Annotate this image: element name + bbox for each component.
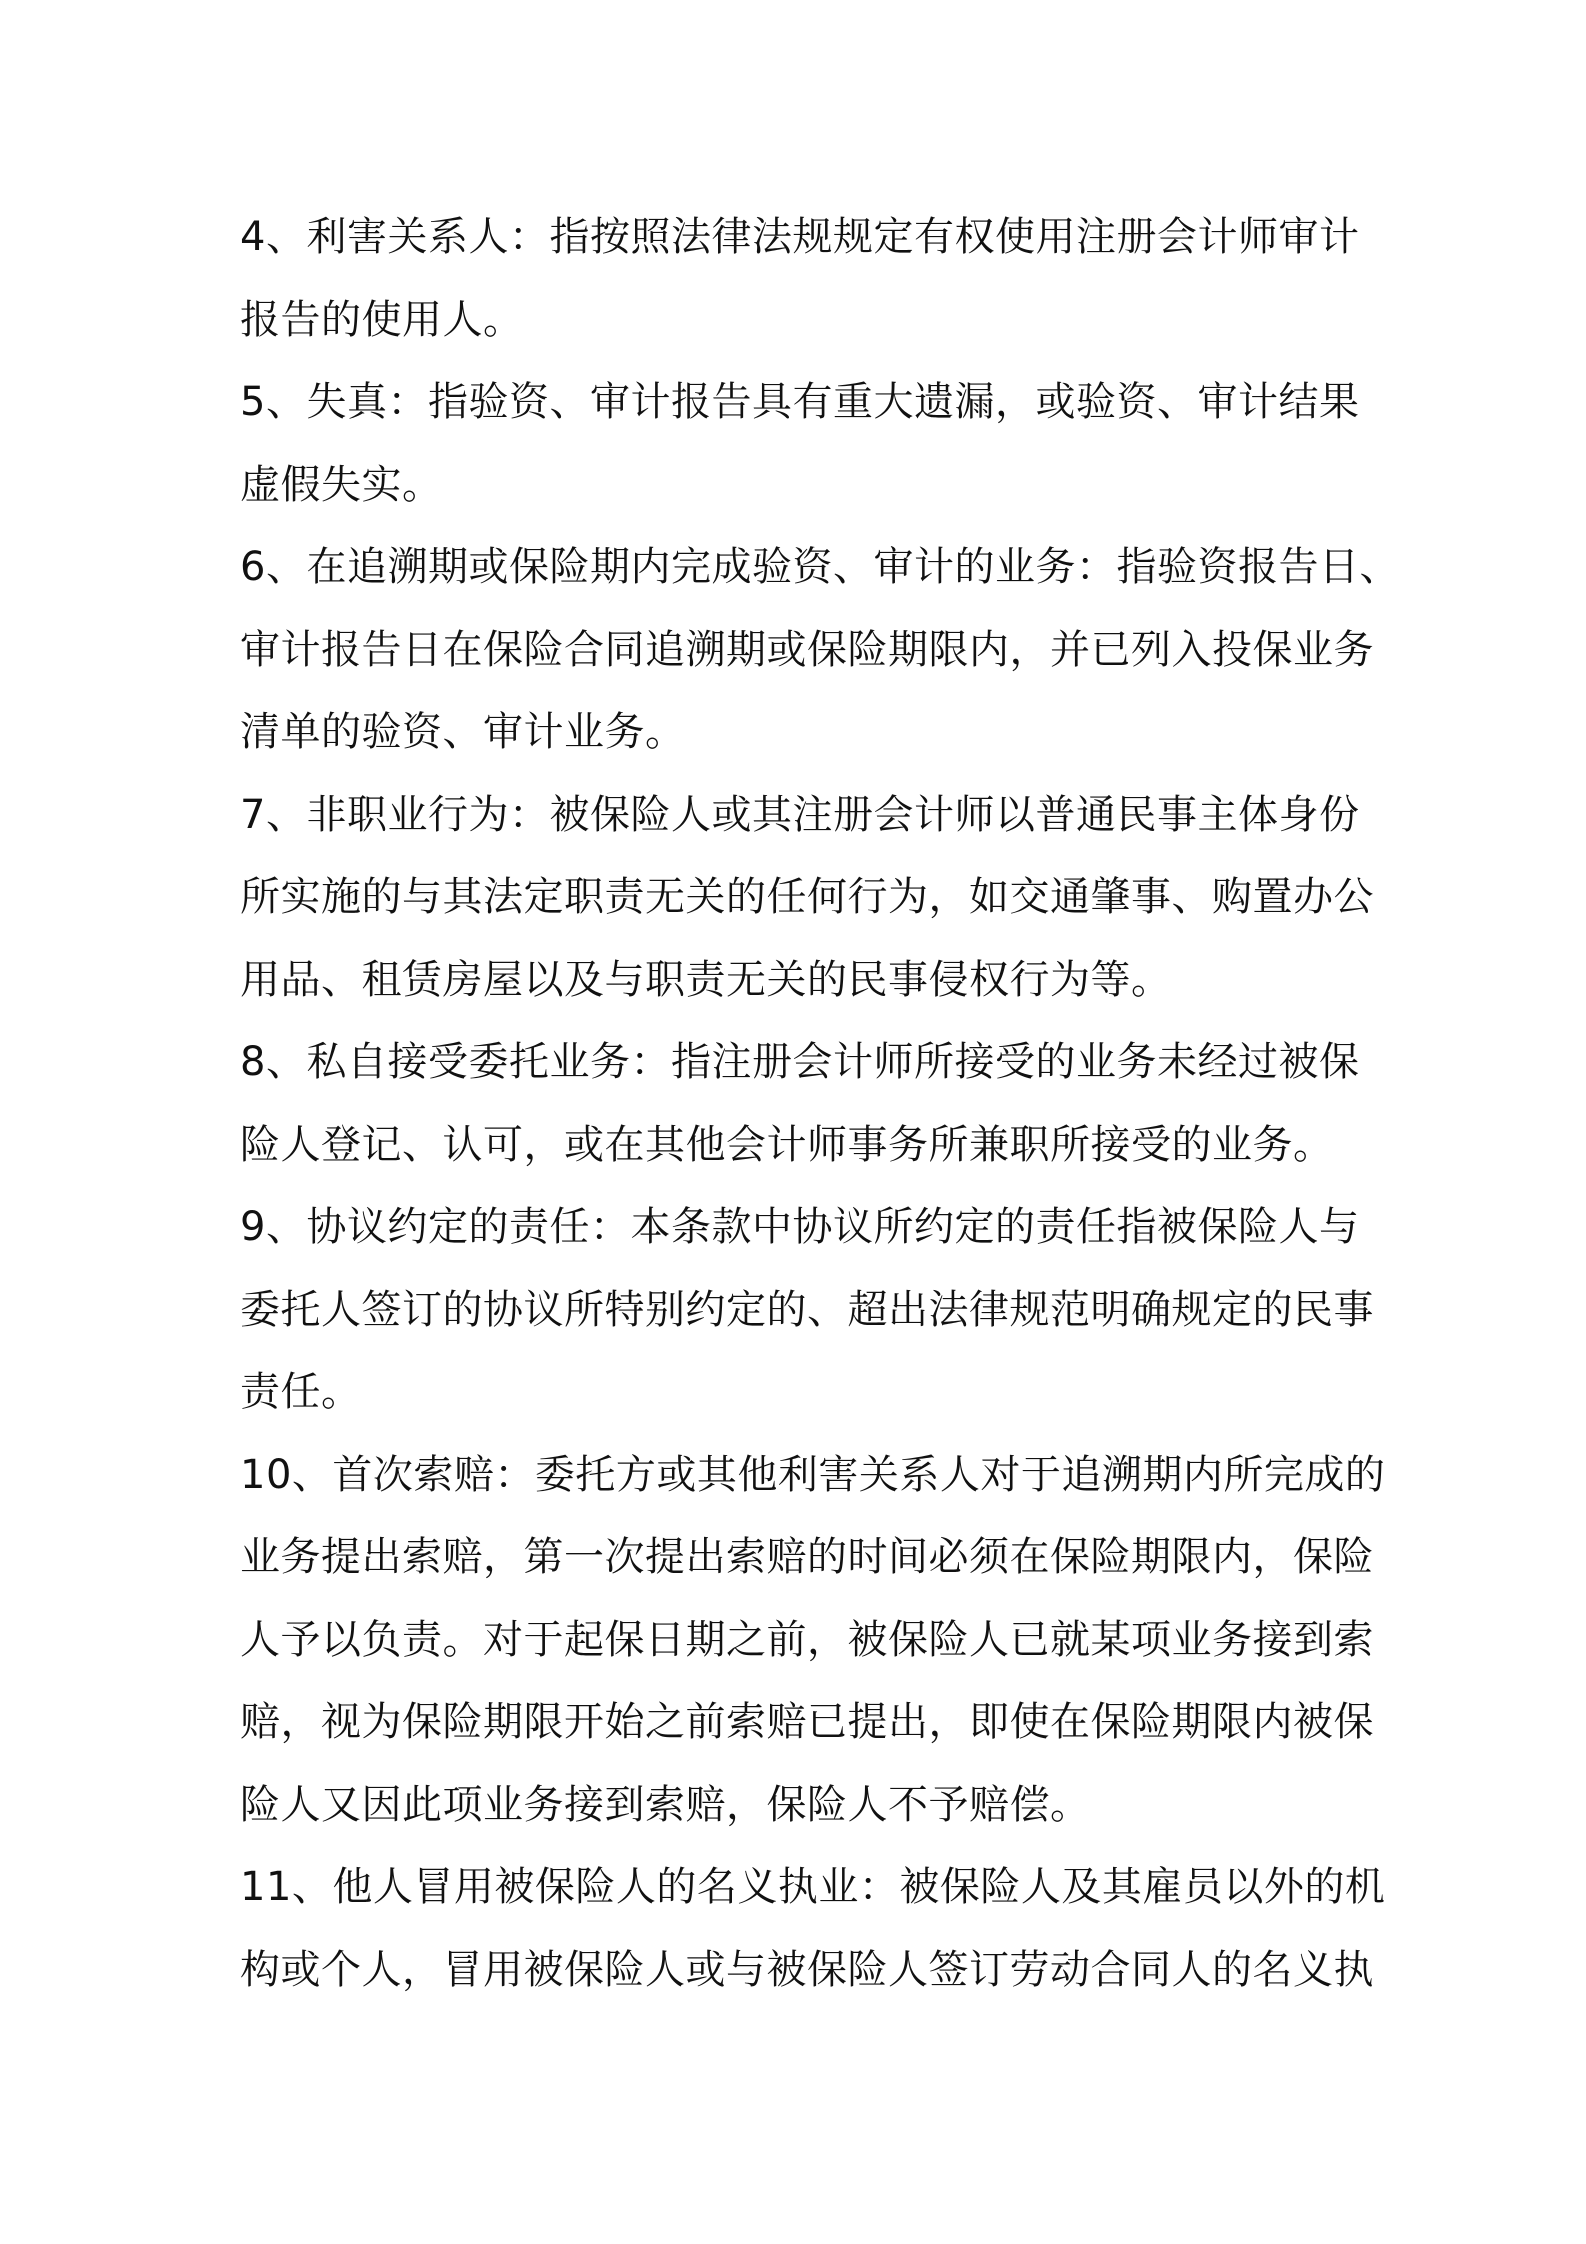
text-line: 6、在追溯期或保险期内完成验资、审计的业务：指验资报告日、 [240,544,1400,590]
text-line: 所实施的与其法定职责无关的任何行为，如交通肇事、购置办公 [240,874,1374,920]
text-line: 业务提出索赔，第一次提出索赔的时间必须在保险期限内，保险 [240,1534,1374,1580]
text-line: 人予以负责。对于起保日期之前，被保险人已就某项业务接到索 [240,1616,1374,1663]
text-line: 险人又因此项业务接到索赔，保险人不予赔偿。 [240,1781,1091,1828]
text-line: 险人登记、认可，或在其他会计师事务所兼职所接受的业务。 [240,1121,1334,1168]
text-line: 用品、租赁房屋以及与职责无关的民事侵权行为等。 [240,956,1172,1003]
text-line: 虚假失实。 [240,461,443,508]
text-line: 7、非职业行为：被保险人或其注册会计师以普通民事主体身份 [240,791,1360,838]
text-line: 委托人签订的协议所特别约定的、超出法律规范明确规定的民事 [240,1286,1374,1333]
text-line: 审计报告日在保险合同追溯期或保险期限内，并已列入投保业务 [240,626,1374,673]
text-line: 10、首次索赔：委托方或其他利害关系人对于追溯期内所完成的 [240,1451,1386,1498]
text-line: 责任。 [240,1369,362,1415]
text-line: 构或个人，冒用被保险人或与被保险人签订劳动合同人的名义执 [240,1946,1374,1993]
text-line: 清单的验资、审计业务。 [240,709,686,755]
document-body [240,196,1400,2011]
text-line: 11、他人冒用被保险人的名义执业：被保险人及其雇员以外的机 [240,1864,1386,1910]
text-line: 报告的使用人。 [240,296,524,343]
text-line: 4、利害关系人：指按照法律法规规定有权使用注册会计师审计 [240,214,1360,260]
text-line: 8、私自接受委托业务：指注册会计师所接受的业务未经过被保 [240,1039,1360,1085]
text-line: 赔，视为保险期限开始之前索赔已提出，即使在保险期限内被保 [240,1699,1374,1745]
text-line: 9、协议约定的责任：本条款中协议所约定的责任指被保险人与 [240,1204,1360,1250]
text-line: 5、失真：指验资、审计报告具有重大遗漏，或验资、审计结果 [240,379,1360,425]
